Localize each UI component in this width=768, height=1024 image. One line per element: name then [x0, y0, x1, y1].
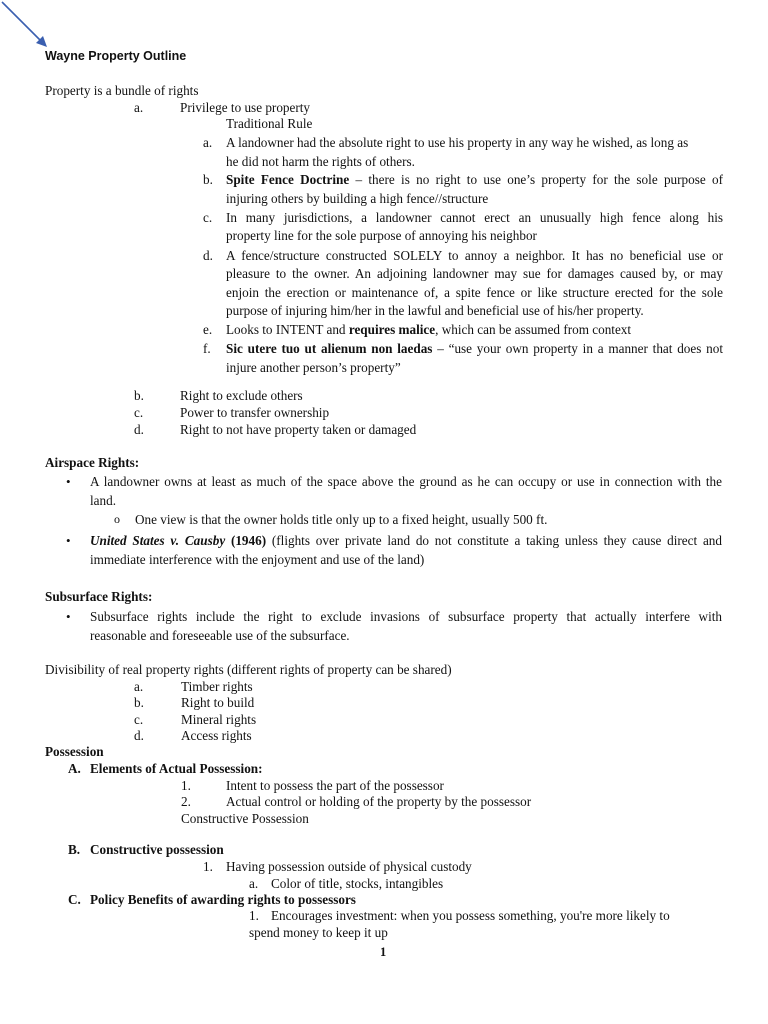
poss-C1-marker: 1.: [249, 908, 259, 923]
div-b-text: Right to build: [181, 695, 255, 710]
div-b-marker: b.: [134, 695, 144, 710]
poss-B1a-text: Color of title, stocks, intangibles: [271, 876, 444, 891]
div-d-marker: d.: [134, 728, 144, 743]
poss-B1-text: Having possession outside of physical custody: [226, 859, 472, 874]
document-title: Wayne Property Outline: [45, 49, 187, 63]
rule-e-marker: e.: [203, 322, 213, 337]
rule-e-post: , which can be assumed from context: [435, 322, 632, 337]
rule-e-pre: Looks to INTENT and: [226, 322, 349, 337]
poss-A1-text: Intent to possess the part of the possessor: [226, 778, 444, 793]
rule-d-line3: enjoin the erection or maintenance of, a spite fence or like structure erected for the sole: [226, 285, 723, 300]
rule-a-line2: he did not harm the rights of others.: [226, 154, 415, 169]
divisibility-heading: Divisibility of real property rights (different rights of property can be shared): [45, 662, 452, 677]
poss-A1-marker: 1.: [181, 778, 191, 793]
rule-c-marker: c.: [203, 210, 213, 225]
bundle-b-text: Right to exclude others: [180, 388, 303, 403]
poss-C1-line2: spend money to keep it up: [249, 925, 388, 940]
poss-A2-marker: 2.: [181, 794, 191, 809]
bundle-d-text: Right to not have property taken or damaged: [180, 422, 417, 437]
div-c-text: Mineral rights: [181, 712, 257, 727]
rule-d-line4: purpose of injuring him/her in the lawful and beneficial use of his/her property.: [226, 303, 644, 318]
rule-e-line: [226, 321, 631, 338]
causby-text: (flights over private land do not constitute a taking unless they cause direct and: [266, 533, 722, 548]
airspace-bullet1-line1: A landowner owns at least as much of the space above the ground as he can occupy or use in connection with the: [90, 474, 722, 489]
rule-f-line2: injure another person’s property”: [226, 360, 401, 375]
poss-A2-text: Actual control or holding of the property by the possessor: [226, 794, 532, 809]
bullet-icon: •: [66, 474, 71, 489]
bundle-c-marker: c.: [134, 405, 144, 420]
rule-a-line1: A landowner had the absolute right to use his property in any way he wished, as long as: [226, 135, 689, 150]
rule-c-line2: property line for the sole purpose of annoying his neighbor: [226, 228, 537, 243]
rule-b-text: – there is no right to use one’s property for the sole purpose of: [349, 172, 723, 187]
div-a-marker: a.: [134, 679, 144, 694]
spite-fence-term: Spite Fence Doctrine: [226, 172, 350, 187]
div-d-text: Access rights: [181, 728, 252, 743]
constructive-possession-note: Constructive Possession: [181, 811, 309, 826]
circle-bullet-icon: o: [114, 512, 120, 526]
rule-b-line2: injuring others by building a high fence//structure: [226, 191, 489, 206]
airspace-bullet2-line1: [90, 532, 722, 549]
poss-C-marker: C.: [68, 892, 81, 907]
bundle-heading: Property is a bundle of rights: [45, 83, 199, 98]
poss-B-marker: B.: [68, 842, 81, 857]
div-a-text: Timber rights: [181, 679, 253, 694]
rule-b-marker: b.: [203, 172, 213, 187]
sic-utere-term: Sic utere tuo ut alienum non laedas: [226, 341, 433, 356]
rule-a-marker: a.: [203, 135, 213, 150]
airspace-bullet1-line2: land.: [90, 493, 117, 508]
rule-d-line2: pleasure to the owner. An adjoining landowner may sue for damages caused by, or may: [226, 266, 723, 281]
bullet-icon: •: [66, 609, 71, 624]
subsurface-line2: reasonable and foreseeable use of the subsurface.: [90, 628, 350, 643]
poss-A-text: Elements of Actual Possession:: [90, 761, 263, 776]
bundle-d-marker: d.: [134, 422, 144, 437]
rule-f-line1: [226, 340, 723, 357]
div-c-marker: c.: [134, 712, 144, 727]
poss-B1a-marker: a.: [249, 876, 259, 891]
subsurface-heading: Subsurface Rights:: [45, 589, 153, 604]
airspace-bullet2-line2: immediate interference with the enjoyment and use of the land): [90, 552, 425, 567]
rule-f-text: – “use your own property in a manner that does not: [432, 341, 723, 356]
causby-case-name: United States v. Causby: [90, 533, 226, 548]
bundle-a-marker: a.: [134, 100, 144, 115]
rule-f-marker: f.: [203, 341, 211, 356]
rule-c-line1: In many jurisdictions, a landowner cannot erect an unusually high fence along his: [226, 210, 723, 225]
possession-heading: Possession: [45, 744, 104, 759]
page-number: 1: [380, 945, 387, 959]
causby-year: (1946): [225, 533, 267, 548]
bundle-b-marker: b.: [134, 388, 144, 403]
rule-d-line1: A fence/structure constructed SOLELY to annoy a neighbor. It has no beneficial use or: [226, 248, 723, 263]
rule-d-marker: d.: [203, 248, 213, 263]
poss-B-text: Constructive possession: [90, 842, 224, 857]
airspace-heading: Airspace Rights:: [45, 455, 140, 470]
poss-B1-marker: 1.: [203, 859, 213, 874]
airspace-sub1: One view is that the owner holds title only up to a fixed height, usually 500 ft.: [135, 512, 548, 527]
subsurface-line1: Subsurface rights include the right to exclude invasions of subsurface property that actually interfere with: [90, 609, 722, 624]
poss-C1-line1: Encourages investment: when you possess something, you're more likely to: [271, 908, 670, 923]
bullet-icon: •: [66, 533, 71, 548]
requires-malice: requires malice: [348, 322, 436, 337]
traditional-rule: Traditional Rule: [226, 116, 313, 131]
rule-b-line1: [226, 171, 723, 188]
poss-A-marker: A.: [68, 761, 81, 776]
bundle-c-text: Power to transfer ownership: [180, 405, 330, 420]
poss-C-text: Policy Benefits of awarding rights to possessors: [90, 892, 356, 907]
bundle-a-text: Privilege to use property: [180, 100, 311, 115]
